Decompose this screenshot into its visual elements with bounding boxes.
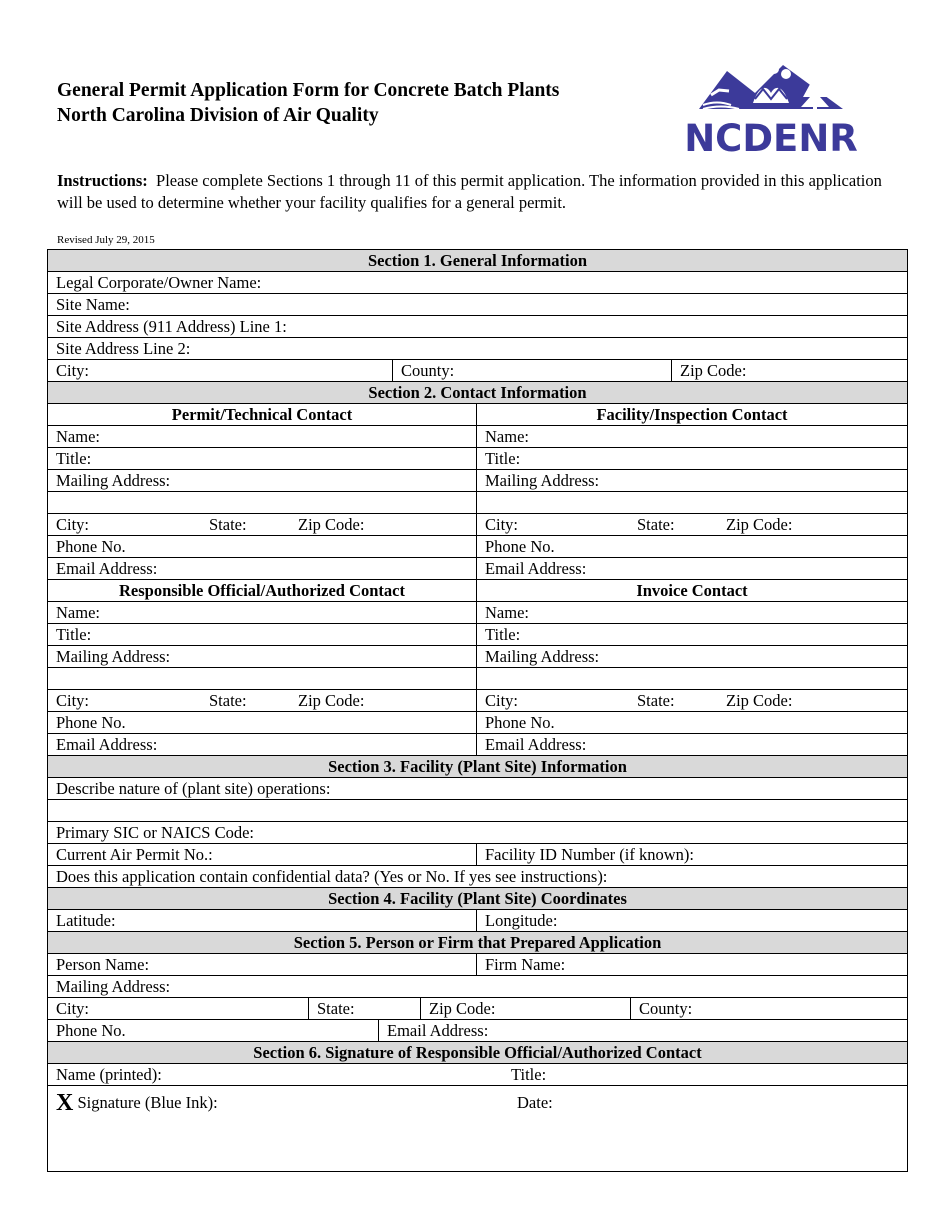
section-4-header: Section 4. Facility (Plant Site) Coordinates: [48, 888, 907, 910]
invoice-mailing-field[interactable]: Mailing Address:: [476, 646, 907, 667]
invoice-email-field[interactable]: Email Address:: [476, 734, 907, 755]
facility-id-field[interactable]: Facility ID Number (if known):: [476, 844, 907, 865]
preparer-phone-row: [48, 1020, 907, 1042]
contact-phone-row: [48, 536, 907, 558]
facility-city-field[interactable]: City:: [476, 514, 907, 535]
site-city-row: [48, 360, 907, 382]
responsible-contact-heading: Responsible Official/Authorized Contact: [119, 581, 405, 600]
facility-contact-heading: Facility/Inspection Contact: [476, 404, 907, 425]
preparer-email-field[interactable]: Email Address:: [378, 1020, 907, 1041]
contact-title-row: [48, 448, 907, 470]
contact-email-2-row: [48, 734, 907, 756]
section-1-header: Section 1. General Information: [48, 250, 907, 272]
confidential-label: Does this application contain confidential data? (Yes or No. If yes see instructions):: [56, 867, 608, 886]
instructions: [57, 170, 897, 214]
preparer-mailing-label: Mailing Address:: [56, 977, 171, 996]
responsible-phone-field[interactable]: Phone No.: [56, 713, 126, 732]
site-zip-field[interactable]: Zip Code:: [671, 360, 907, 381]
legal-name-label: Legal Corporate/Owner Name:: [56, 273, 262, 292]
facility-mailing-2-field[interactable]: [476, 492, 907, 513]
contact-headers-2-row: [48, 580, 907, 602]
legal-name-row[interactable]: [48, 272, 907, 294]
responsible-mailing-field[interactable]: Mailing Address:: [56, 647, 171, 666]
title-line-1: General Permit Application Form for Concrete Batch Plants: [57, 80, 560, 101]
invoice-state-field[interactable]: State:: [637, 691, 675, 710]
x-mark: X: [56, 1090, 74, 1116]
preparer-city-field[interactable]: City:: [56, 999, 90, 1018]
date-field[interactable]: Date:: [517, 1093, 553, 1112]
permit-contact-heading: Permit/Technical Contact: [171, 405, 353, 424]
facility-phone-field[interactable]: Phone No.: [476, 536, 907, 557]
sic-code-row[interactable]: [48, 822, 907, 844]
preparer-zip-field[interactable]: Zip Code:: [420, 998, 630, 1019]
site-name-label: Site Name:: [56, 295, 130, 314]
coordinates-row: [48, 910, 907, 932]
ncdenr-logo: [684, 63, 858, 160]
contact-title-2-row: [48, 624, 907, 646]
facility-name-field[interactable]: Name:: [476, 426, 907, 447]
responsible-mailing-2-field[interactable]: [48, 668, 476, 689]
invoice-mailing-2-field[interactable]: [476, 668, 907, 689]
permit-state-field[interactable]: State:: [209, 515, 247, 534]
responsible-name-field[interactable]: Name:: [56, 603, 100, 622]
site-address-2-label: Site Address Line 2:: [56, 339, 191, 358]
describe-operations-row[interactable]: [48, 778, 907, 800]
facility-zip-field[interactable]: Zip Code:: [726, 515, 793, 534]
facility-title-field[interactable]: Title:: [476, 448, 907, 469]
firm-name-field[interactable]: Firm Name:: [476, 954, 907, 975]
preparer-city-row: [48, 998, 907, 1020]
confidential-row[interactable]: [48, 866, 907, 888]
permit-number-row: [48, 844, 907, 866]
facility-mailing-field[interactable]: Mailing Address:: [476, 470, 907, 491]
facility-email-field[interactable]: Email Address:: [476, 558, 907, 579]
contact-name-row: [48, 426, 907, 448]
permit-name-field[interactable]: Name:: [56, 427, 100, 446]
permit-city-field[interactable]: City:: [56, 515, 90, 534]
longitude-field[interactable]: Longitude:: [476, 910, 907, 931]
invoice-name-field[interactable]: Name:: [476, 602, 907, 623]
printed-name-field[interactable]: Name (printed):: [56, 1065, 162, 1084]
describe-operations-label: Describe nature of (plant site) operations:: [56, 779, 331, 798]
permit-title-field[interactable]: Title:: [56, 449, 92, 468]
invoice-zip-field[interactable]: Zip Code:: [726, 691, 793, 710]
contact-city-row: [48, 514, 907, 536]
preparer-name-row: [48, 954, 907, 976]
responsible-email-field[interactable]: Email Address:: [56, 735, 158, 754]
invoice-city-field[interactable]: City:: [476, 690, 907, 711]
section-5-header: Section 5. Person or Firm that Prepared Application: [48, 932, 907, 954]
section-3-header: Section 3. Facility (Plant Site) Information: [48, 756, 907, 778]
describe-operations-2-row[interactable]: [48, 800, 907, 822]
section-2-header: Section 2. Contact Information: [48, 382, 907, 404]
sic-code-label: Primary SIC or NAICS Code:: [56, 823, 254, 842]
contact-phone-2-row: [48, 712, 907, 734]
person-name-field[interactable]: Person Name:: [56, 955, 150, 974]
signature-row: [48, 1086, 907, 1166]
signer-title-field[interactable]: Title:: [511, 1065, 547, 1084]
site-address-1-label: Site Address (911 Address) Line 1:: [56, 317, 287, 336]
contact-mailing-4-row: [48, 668, 907, 690]
instructions-text: Please complete Sections 1 through 11 of this permit application. The information provided in this application will be used to determine whether your facility qualifies for a general permit.: [57, 171, 882, 212]
preparer-county-field[interactable]: County:: [630, 998, 907, 1019]
preparer-phone-field[interactable]: Phone No.: [56, 1021, 126, 1040]
permit-email-field[interactable]: Email Address:: [56, 559, 158, 578]
site-address-1-row[interactable]: [48, 316, 907, 338]
facility-state-field[interactable]: State:: [637, 515, 675, 534]
preparer-state-field[interactable]: State:: [308, 998, 420, 1019]
contact-name-2-row: [48, 602, 907, 624]
permit-phone-field[interactable]: Phone No.: [56, 537, 126, 556]
contact-mailing-3-row: [48, 646, 907, 668]
signer-name-row: [48, 1064, 907, 1086]
section-6-header: Section 6. Signature of Responsible Official/Authorized Contact: [48, 1042, 907, 1064]
contact-mailing-row: [48, 470, 907, 492]
responsible-city-field[interactable]: City:: [56, 691, 90, 710]
site-address-2-row[interactable]: [48, 338, 907, 360]
application-form: [47, 249, 908, 1172]
contact-headers-row: [48, 404, 907, 426]
instructions-label: Instructions:: [57, 171, 148, 190]
invoice-contact-heading: Invoice Contact: [476, 580, 907, 601]
site-name-row[interactable]: [48, 294, 907, 316]
site-city-field[interactable]: City:: [56, 361, 90, 380]
revised-date: Revised July 29, 2015: [57, 234, 155, 246]
preparer-mailing-row[interactable]: [48, 976, 907, 998]
contact-city-2-row: [48, 690, 907, 712]
latitude-field[interactable]: Latitude:: [56, 911, 116, 930]
air-permit-field[interactable]: Current Air Permit No.:: [56, 845, 213, 864]
responsible-state-field[interactable]: State:: [209, 691, 247, 710]
form-title: [57, 78, 559, 128]
title-line-2: North Carolina Division of Air Quality: [57, 105, 379, 126]
responsible-zip-field[interactable]: Zip Code:: [298, 691, 365, 710]
responsible-title-field[interactable]: Title:: [56, 625, 92, 644]
contact-email-row: [48, 558, 907, 580]
permit-mailing-2-field[interactable]: [48, 492, 476, 513]
site-county-field[interactable]: County:: [392, 360, 671, 381]
signature-label: Signature (Blue Ink):: [77, 1093, 218, 1112]
signature-field[interactable]: [48, 1086, 509, 1120]
permit-zip-field[interactable]: Zip Code:: [298, 515, 365, 534]
logo-wordmark: NCDENR: [684, 117, 858, 160]
invoice-phone-field[interactable]: Phone No.: [476, 712, 907, 733]
invoice-title-field[interactable]: Title:: [476, 624, 907, 645]
permit-mailing-field[interactable]: Mailing Address:: [56, 471, 171, 490]
contact-mailing-2-row: [48, 492, 907, 514]
